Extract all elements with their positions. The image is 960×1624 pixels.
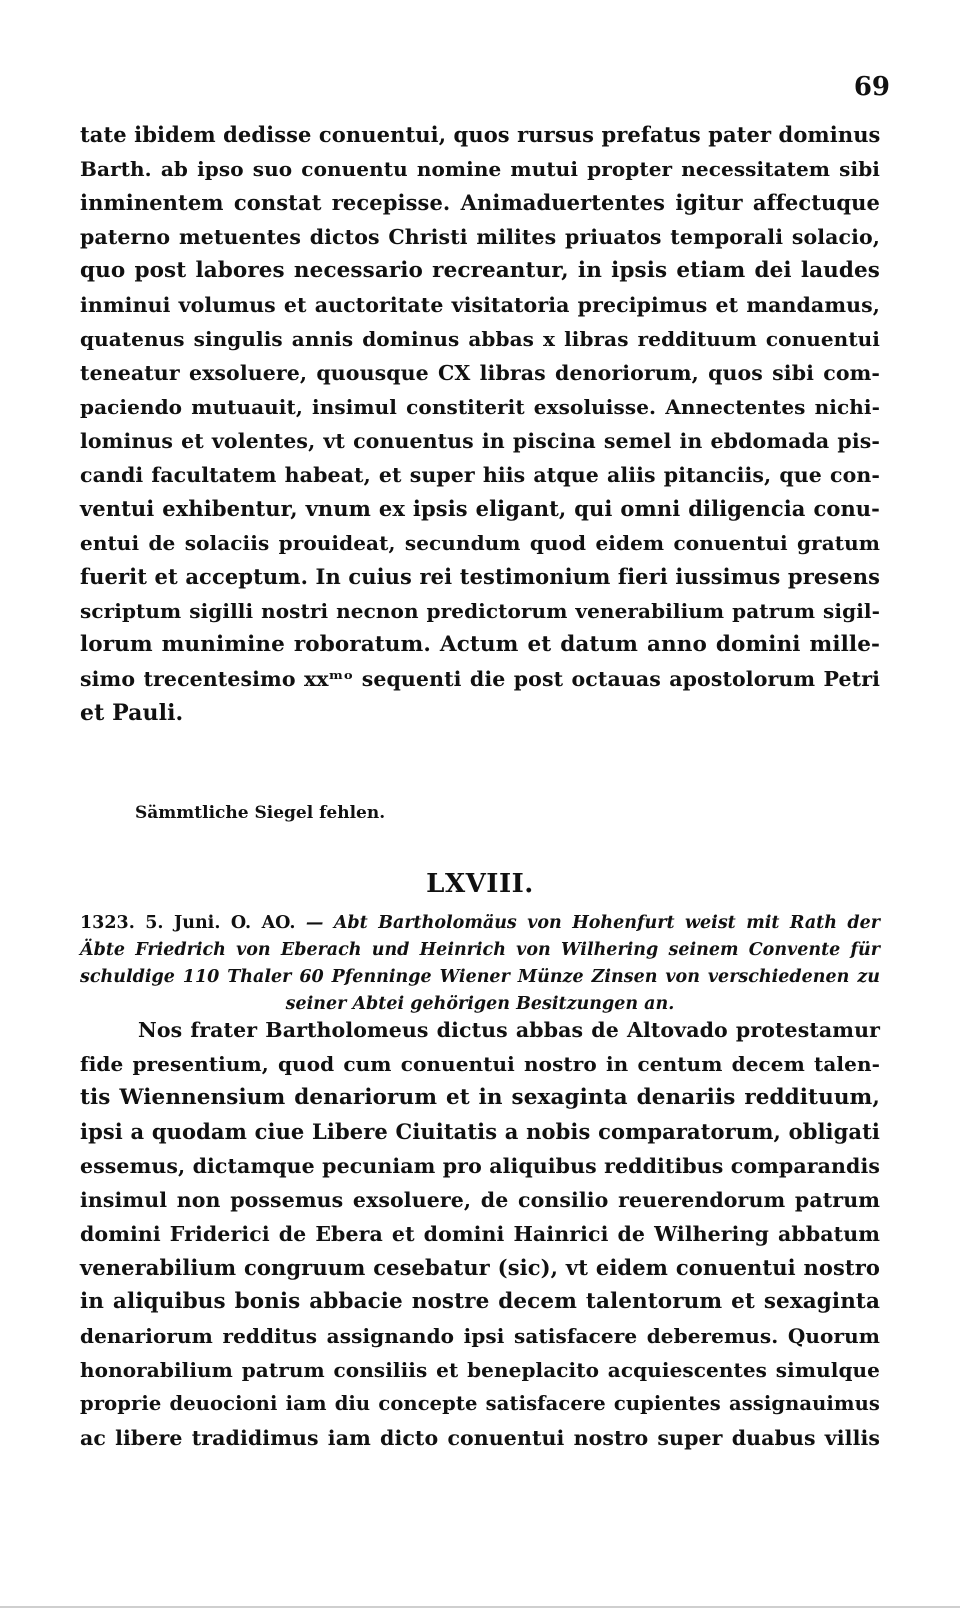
charter-number-heading: LXVIII.	[426, 869, 534, 899]
page-number: 69	[853, 72, 890, 102]
text-line: ipsi a quodam ciue Libere Ciuitatis a nobis comparatorum, obligati	[80, 1119, 880, 1144]
text-line: paciendo mutuauit, insimul constiterit exsoluisse. Annectentes nichi-	[80, 395, 880, 419]
charter-regest	[80, 910, 880, 1018]
text-line: fide presentium, quod cum conuentui nostro in centum decem talen-	[80, 1052, 880, 1076]
text-line: simo trecentesimo xxᵐᵒ sequenti die post octauas apostolorum Petri	[80, 667, 880, 691]
text-line: paterno metuentes dictos Christi milites priuatos temporali solacio,	[80, 225, 880, 249]
text-line: domini Friderici de Ebera et domini Hainrici de Wilhering abbatum	[80, 1222, 880, 1246]
text-line: insimul non possemus exsoluere, de consilio reuerendorum patrum	[80, 1188, 880, 1212]
text-line: lominus et volentes, vt conuentus in piscina semel in ebdomada pis-	[80, 429, 880, 453]
text-line: venerabilium congruum cesebatur (sic), vt eidem conuentui nostro	[80, 1255, 880, 1280]
text-line: proprie deuocioni iam diu concepte satisfacere cupientes assignauimus	[80, 1392, 880, 1415]
text-line: fuerit et acceptum. In cuius rei testimonium fieri iussimus presens	[80, 564, 880, 589]
text-line: denariorum redditus assignando ipsi satisfacere deberemus. Quorum	[80, 1324, 880, 1348]
text-line: inminentem constat recepisse. Animaduertentes igitur affectuque	[80, 190, 880, 215]
text-line: ac libere tradidimus iam dicto conuentui nostro super duabus villis	[80, 1426, 880, 1450]
text-line: entui de solaciis prouideat, secundum quod eidem conuentui gratum	[80, 531, 880, 555]
text-line: lorum munimine roboratum. Actum et datum anno domini mille-	[80, 632, 880, 657]
text-line: quatenus singulis annis dominus abbas x libras reddituum conuentui	[80, 327, 880, 351]
text-line: honorabilium patrum consiliis et beneplacito acquiescentes simulque	[80, 1358, 880, 1382]
seal-note: Sämmtliche Siegel fehlen.	[135, 803, 386, 823]
text-line: essemus, dictamque pecuniam pro aliquibus redditibus comparandis	[80, 1154, 880, 1178]
text-line: Barth. ab ipso suo conuentu nomine mutui propter necessitatem sibi	[80, 157, 880, 181]
text-line: tate ibidem dedisse conuentui, quos rursus prefatus pater dominus	[80, 122, 881, 147]
text-line: et Pauli.	[80, 700, 184, 726]
text-line: inminui volumus et auctoritate visitatoria precipimus et mandamus,	[80, 293, 880, 317]
page-edge-divider	[0, 1606, 960, 1608]
text-line: ventui exhibentur, vnum ex ipsis eligant, qui omni diligencia conu-	[80, 496, 880, 521]
regest-text: — Abt Bartholomäus von Hohenfurt weist mit Rath der	[305, 913, 881, 933]
charter-text	[80, 1013, 880, 1455]
text-line: Nos frater Bartholomeus dictus abbas de Altovado protestamur	[138, 1018, 880, 1042]
regest-line: seiner Abtei gehörigen Besitzungen an.	[285, 994, 675, 1014]
text-line: candi facultatem habeat, et super hiis atque aliis pitanciis, que con-	[80, 463, 880, 487]
regest-line	[80, 910, 880, 937]
text-line: in aliquibus bonis abbacie nostre decem talentorum et sexaginta	[80, 1289, 880, 1314]
text-line: scriptum sigilli nostri necnon predictorum venerabilium patrum sigil-	[80, 599, 880, 623]
text-line: teneatur exsoluere, quousque CX libras denoriorum, quos sibi com-	[80, 361, 880, 385]
regest-line: schuldige 110 Thaler 60 Pfenninge Wiener Münze Zinsen von verschiedenen zu	[80, 967, 880, 987]
charter-text-continued	[80, 118, 880, 730]
regest-line: Äbte Friedrich von Eberach und Heinrich von Wilhering seinem Convente für	[80, 940, 880, 960]
charter-date: 1323. 5. Juni. O. AO.	[80, 913, 296, 933]
text-line: tis Wiennensium denariorum et in sexaginta denariis reddituum,	[80, 1085, 880, 1110]
text-line: quo post labores necessario recreantur, in ipsis etiam dei laudes	[80, 258, 880, 283]
